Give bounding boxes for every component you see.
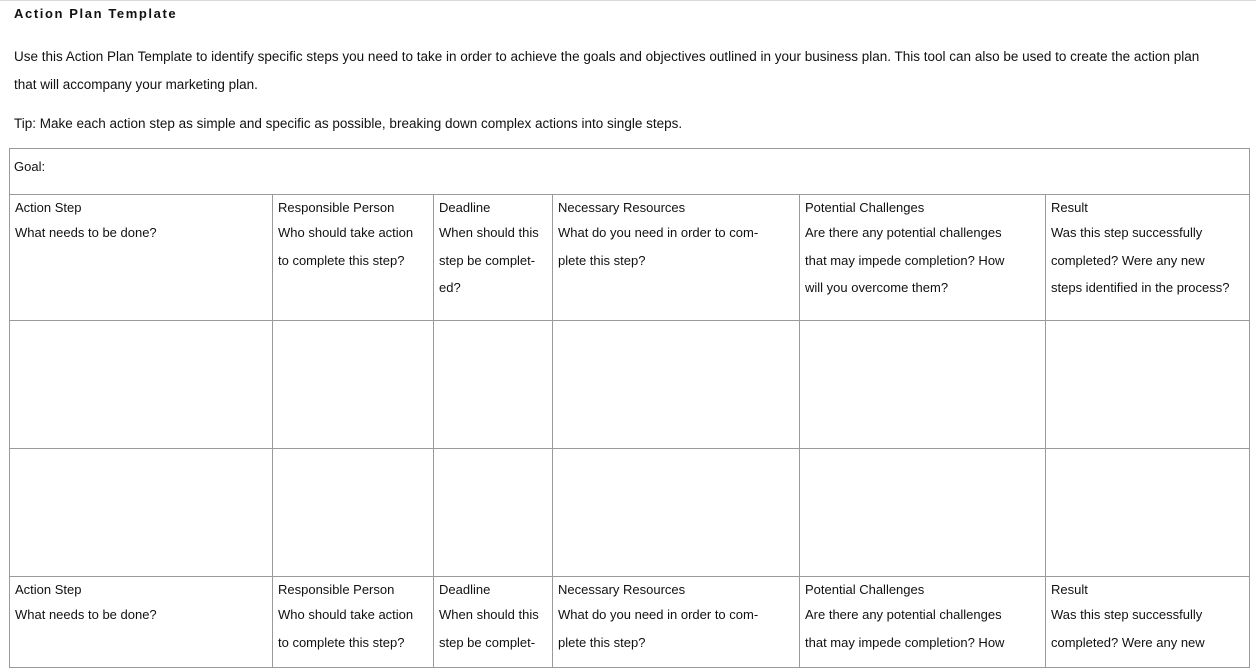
input-cell-result[interactable] — [1046, 320, 1250, 448]
column-description-line: Was this step successfully — [1051, 607, 1203, 623]
table-row — [10, 449, 1250, 577]
input-cell-result[interactable] — [1046, 449, 1250, 577]
column-description-line: completed? Were any new — [1051, 252, 1205, 268]
header-cell-result — [1046, 577, 1250, 668]
column-title: Action Step — [15, 200, 82, 216]
column-title: Result — [1051, 200, 1088, 216]
column-description-line: to complete this step? — [278, 252, 405, 268]
column-title: Necessary Resources — [558, 582, 686, 598]
column-title: Responsible Person — [278, 582, 395, 598]
input-cell-necessary-resources[interactable] — [553, 449, 800, 577]
header-cell-result — [1046, 195, 1250, 320]
column-description-line: When should this — [439, 607, 539, 623]
input-cell-action-step[interactable] — [10, 449, 273, 577]
column-description-line: What do you need in order to com- — [558, 225, 759, 241]
goal-row — [10, 149, 1250, 195]
column-title: Result — [1051, 582, 1088, 598]
intro-paragraph — [14, 43, 1250, 98]
input-cell-potential-challenges[interactable] — [800, 320, 1046, 448]
header-cell-potential-challenges — [800, 195, 1046, 320]
column-title: Potential Challenges — [805, 582, 925, 598]
column-description — [273, 217, 433, 274]
header-cell-necessary-resources — [553, 195, 800, 320]
column-description — [434, 599, 552, 656]
column-title: Necessary Resources — [558, 200, 686, 216]
column-description-line: to complete this step? — [278, 634, 405, 650]
column-description — [10, 599, 272, 629]
column-description-line: completed? Were any new — [1051, 634, 1205, 650]
intro-line: Use this Action Plan Template to identify specific steps you need to take in order to achieve the goals and objectives outlined in your business plan. This tool can also be used to create the action plan — [14, 49, 1200, 64]
column-description-line: plete this step? — [558, 634, 646, 650]
column-description-line: When should this — [439, 225, 539, 241]
top-rule — [0, 0, 1256, 1]
column-description — [553, 599, 799, 656]
header-cell-deadline — [434, 195, 553, 320]
column-description-line: that may impede completion? How — [805, 634, 1005, 650]
column-description-line: What needs to be done? — [15, 225, 157, 241]
input-cell-potential-challenges[interactable] — [800, 449, 1046, 577]
header-cell-action-step — [10, 195, 273, 320]
column-title: Deadline — [439, 582, 491, 598]
table-row — [10, 320, 1250, 448]
goal-label: Goal: — [14, 159, 46, 174]
input-cell-deadline[interactable] — [434, 320, 553, 448]
header-row — [10, 195, 1250, 320]
header-row-repeat — [10, 577, 1250, 668]
input-cell-responsible-person[interactable] — [273, 320, 434, 448]
header-cell-responsible-person — [273, 577, 434, 668]
goal-cell[interactable] — [10, 149, 1250, 195]
intro-line: that will accompany your marketing plan. — [14, 76, 258, 92]
column-description-line: plete this step? — [558, 252, 646, 268]
input-cell-deadline[interactable] — [434, 449, 553, 577]
column-description — [1046, 217, 1249, 302]
column-title: Potential Challenges — [805, 200, 925, 216]
column-description — [1046, 599, 1249, 656]
column-description — [10, 217, 272, 247]
input-cell-action-step[interactable] — [10, 320, 273, 448]
column-description — [800, 217, 1045, 302]
header-cell-necessary-resources — [553, 577, 800, 668]
header-cell-action-step — [10, 577, 273, 668]
column-description-line: that may impede completion? How — [805, 252, 1005, 268]
column-title: Deadline — [439, 200, 491, 216]
column-description-line: Are there any potential challenges — [805, 225, 1002, 241]
column-description-line: steps identified in the process? — [1051, 280, 1230, 296]
column-description — [273, 599, 433, 656]
column-description-line: What do you need in order to com- — [558, 607, 759, 623]
column-description-line: ed? — [439, 280, 461, 296]
header-cell-deadline — [434, 577, 553, 668]
column-description-line: step be complet- — [439, 634, 536, 650]
column-description-line: Who should take action — [278, 607, 414, 623]
column-description — [553, 217, 799, 274]
column-description-line: Was this step successfully — [1051, 225, 1203, 241]
column-description — [800, 599, 1045, 656]
action-plan-table — [9, 148, 1250, 668]
header-cell-responsible-person — [273, 195, 434, 320]
column-description-line: Are there any potential challenges — [805, 607, 1002, 623]
column-description-line: will you overcome them? — [805, 280, 949, 296]
input-cell-responsible-person[interactable] — [273, 449, 434, 577]
column-description-line: step be complet- — [439, 252, 536, 268]
tip-text: Tip: Make each action step as simple and specific as possible, breaking down complex actions into single steps. — [14, 116, 683, 131]
header-cell-potential-challenges — [800, 577, 1046, 668]
column-title: Responsible Person — [278, 200, 395, 216]
column-description — [434, 217, 552, 302]
column-title: Action Step — [15, 582, 82, 598]
document-title: Action Plan Template — [14, 6, 178, 21]
column-description-line: Who should take action — [278, 225, 414, 241]
input-cell-necessary-resources[interactable] — [553, 320, 800, 448]
column-description-line: What needs to be done? — [15, 607, 157, 623]
